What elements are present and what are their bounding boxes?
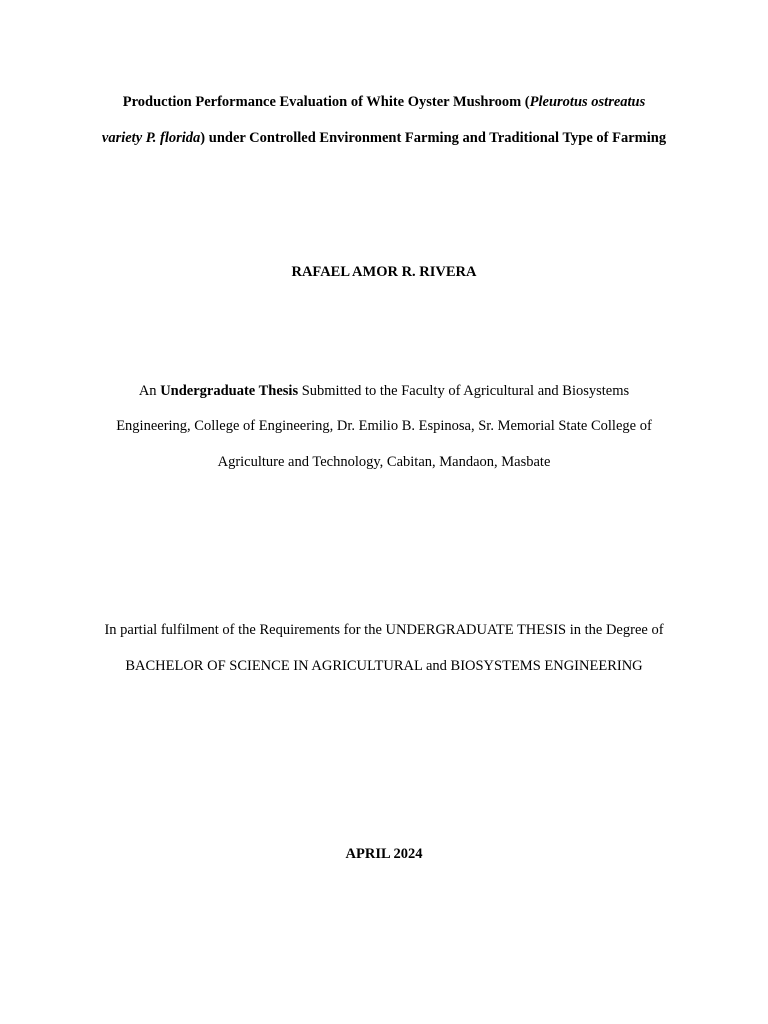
submission-line-3: Agriculture and Technology, Cabitan, Mandaon, Masbate <box>217 454 551 470</box>
submission-prefix: An <box>138 383 161 399</box>
thesis-title-line-1 <box>0 92 768 112</box>
thesis-title-line-2 <box>0 128 768 148</box>
submission-date: APRIL 2024 <box>345 846 423 862</box>
undergraduate-thesis-label: Undergraduate Thesis <box>160 383 299 399</box>
submission-line-1 <box>0 381 768 401</box>
author-name: RAFAEL AMOR R. RIVERA <box>291 264 477 280</box>
variety-name-text: variety P. florida <box>101 130 201 146</box>
scientific-name-text: Pleurotus ostreatus <box>529 94 646 110</box>
submission-suffix: Submitted to the Faculty of Agricultural and Biosystems <box>298 383 630 399</box>
title-prefix-text: Production Performance Evaluation of White Oyster Mushroom ( <box>122 94 530 110</box>
title-suffix-text: ) under Controlled Environment Farming and Traditional Type of Farming <box>200 130 667 146</box>
requirements-line-1: In partial fulfilment of the Requirements for the UNDERGRADUATE THESIS in the Degree of <box>104 622 664 638</box>
submission-line-2: Engineering, College of Engineering, Dr. Emilio B. Espinosa, Sr. Memorial State College of <box>116 418 652 434</box>
degree-name: BACHELOR OF SCIENCE IN AGRICULTURAL and BIOSYSTEMS ENGINEERING <box>125 658 643 674</box>
